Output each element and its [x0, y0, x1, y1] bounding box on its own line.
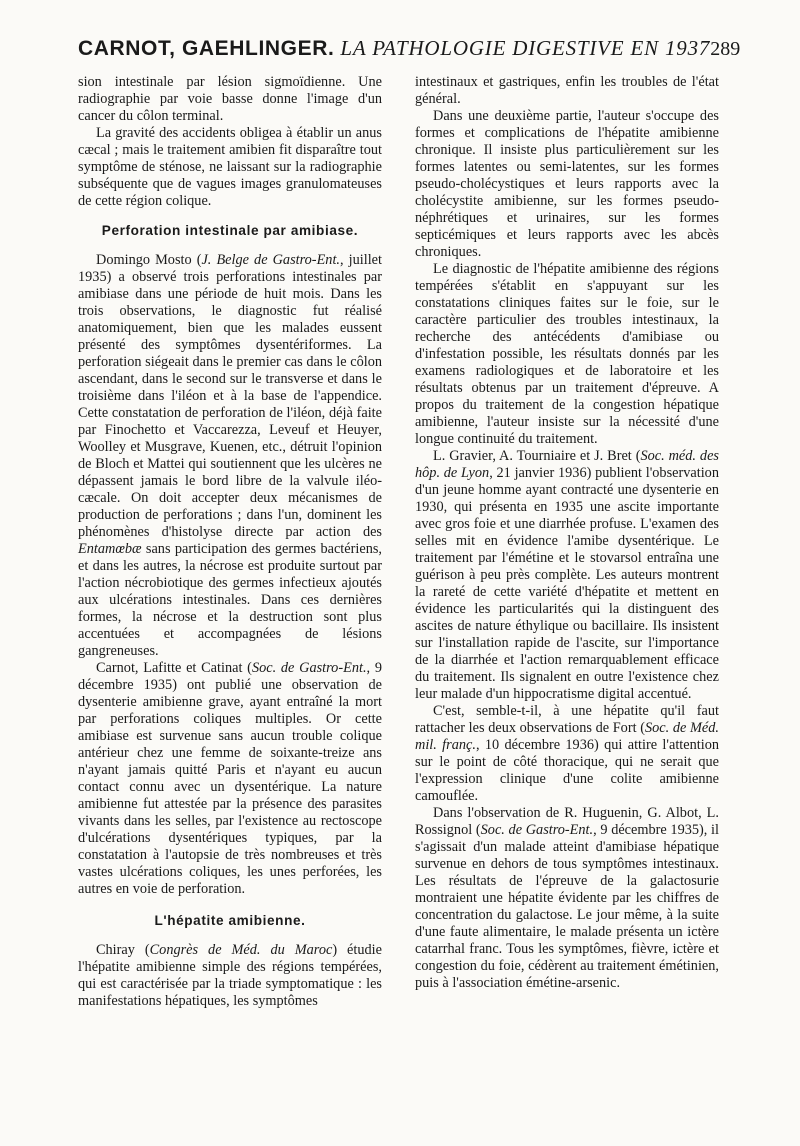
paragraph: sion intestinale par lésion sigmoïdienne. Une radiographie par voie basse donne l'image d'un cancer du côlon terminal. [78, 74, 382, 124]
page-number: 289 [710, 38, 741, 60]
right-column [415, 74, 719, 992]
citation: Congrès de Méd. du Maroc [149, 942, 333, 958]
running-head-left [78, 36, 710, 61]
left-column [78, 74, 382, 1010]
paragraph-chiray: Chiray (Congrès de Méd. du Maroc) étudie l'hépatite amibienne simple des régions tempérées, qui est caractérisée par la triade symptomatique : les manifestations hépatiques, les symptômes [78, 942, 382, 1009]
running-head [78, 36, 741, 61]
paragraph-fort: C'est, semble-t-il, à une hépatite qu'il faut rattacher les deux observations de Fort (Soc. de Méd. mil. franç., 10 décembre 1936) qui attire l'attention sur le point de côté thoracique, qui ne serait que l'expression clinique d'une colite amibienne camouflée. [415, 703, 720, 804]
paragraph-mosto: Domingo Mosto (J. Belge de Gastro-Ent., juillet 1935) a observé trois perforations intestinales par amibiase dans une période de huit mois. Dans les trois observations, le diagnostic fut réalisé anatomiquement, bien que les malades eussent présenté des symptômes dysentériformes. La perforation siégeait dans le premier cas dans le côlon ascendant, dans le second sur le transverse et dans le troisième dans l'iléon et à la base de l'appendice. Cette constatation de perforation de l'iléon, déjà faite par Finochetto et Vaccarezza, Leveuf et Heuyer, Woolley et Musgrave, Kuenen, etc., détruit l'opinion de Bloch et Mattei qui soutiennent que les ulcères ne dépassent jamais le bord libre de la valvule iléo-cæcale. On doit accepter deux mécanismes de production de perforations ; dans l'un, dominent les phénomènes d'histolyse directe par action des Entamœbæ sans participation des germes bactériens, et dans les autres, la nécrose est produite surtout par l'action nécrobiotique des germes infectieux ajoutés aux ulcérations intestinales. Dans ces dernières formes, la nécrose et la destruction sont plus accentuées et accompagnées de lésions gangreneuses. [78, 252, 382, 659]
running-head-authors: CARNOT, GAEHLINGER. [78, 37, 335, 60]
paragraph-gravier: L. Gravier, A. Tourniaire et J. Bret (Soc. méd. des hôp. de Lyon, 21 janvier 1936) publient l'observation d'un jeune homme ayant contracté une dysenterie en 1930, qui présenta en 1935 une ascite importante avec gros foie et une diarrhée profuse. L'examen des selles mit en évidence l'amibe dysentérique. Le traitement par l'émétine et le stovarsol entraîna une guérison à peu près complète. Les auteurs montrent la rareté de cette variété d'hépatite et mettent en évidence les particularités qui la distinguent des ascites de nature éthylique ou bacillaire. Ils insistent sur l'installation rapide de l'ascite, sur l'importance de la diarrhée et l'action remarquablement efficace du traitement. Ils signalent en outre l'existence chez leur malade d'un hippocratisme digital accentué. [415, 448, 719, 702]
paragraph-huguenin: Dans l'observation de R. Huguenin, G. Albot, L. Rossignol (Soc. de Gastro-Ent., 9 décembre 1935), il s'agissait d'un malade atteint d'amibiase hépatique survenue en dehors de tous symptômes intestinaux. Les résultats de l'épreuve de la galactosurie montraient une hépatite évidente par les chiffres de concentration du galactose. Le jour même, à la suite d'une faute alimentaire, le malade présenta un ictère catarrhal franc. Tous les symptômes, fièvre, ictère et congestion du foie, cédèrent au traitement émétinien, puis à l'association émétine-arsenic. [415, 805, 719, 991]
section-heading-hepatite: L'hépatite amibienne. [154, 913, 306, 928]
paragraph: Le diagnostic de l'hépatite amibienne des régions tempérées s'établit en s'appuyant sur les constatations cliniques faites sur le foie, sur le caractère particulier des troubles intestinaux, la recherche des antécédents d'amibiase ou d'infestation possible, les résultats donnés par les examens radiologiques et de laboratoire et les résultats obtenus par un traitement d'épreuve. A propos du traitement de la congestion hépatique amibienne, l'auteur insiste sur la nécessité d'une longue continuité du traitement. [415, 261, 719, 447]
running-head-journal-title: LA PATHOLOGIE DIGESTIVE EN 1937 [340, 36, 711, 60]
citation: Soc. de Gastro-Ent. [480, 822, 594, 838]
paragraph-carnot: Carnot, Lafitte et Catinat (Soc. de Gastro-Ent., 9 décembre 1935) ont publié une observation de dysenterie amibienne grave, ayant entraîné la mort par perforations coliques multiples. Or cette amibiase est survenue sans aucun trouble colique antérieur chez une femme de soixante-treize ans n'ayant jamais quitté Paris et n'ayant eu aucun contact connu avec un dysentérique. La nature amibienne fut attestée par la présence des parasites vivants dans les selles, par l'existence au rectoscope d'ulcérations dysentériques typiques, par la constatation à l'autopsie de très nombreuses et très vastes ulcérations coliques, les unes perforées, les autres en voie de perforation. [78, 660, 382, 897]
paragraph: intestinaux et gastriques, enfin les troubles de l'état général. [415, 74, 719, 107]
citation: Soc. méd. des hôp. de Lyon [415, 448, 719, 481]
paragraph: La gravité des accidents obligea à établir un anus cæcal ; mais le traitement amibien fit disparaître tout symptôme de sténose, ne laissant sur la radiographie subséquente que de vagues images granulomateuses de cette région colique. [78, 125, 382, 209]
section-heading-perforation: Perforation intestinale par amibiase. [101, 223, 359, 238]
citation: Soc. de Gastro-Ent. [251, 660, 367, 676]
citation: J. Belge de Gastro-Ent. [201, 252, 340, 268]
citation: Soc. de Méd. mil. franç. [415, 720, 719, 753]
genus-name: Entamœbæ [78, 541, 142, 557]
paragraph: Dans une deuxième partie, l'auteur s'occupe des formes et complications de l'hépatite amibienne chronique. Il insiste plus particulièrement sur les formes latentes ou semi-latentes, sur les formes pseudo-cholécystiques et leurs rapports avec la cholécystite amibienne, sur les formes pseudo-néphrétiques et urinaires, sur les formes septicémiques et leurs rapports avec les abcès chroniques. [415, 108, 719, 260]
